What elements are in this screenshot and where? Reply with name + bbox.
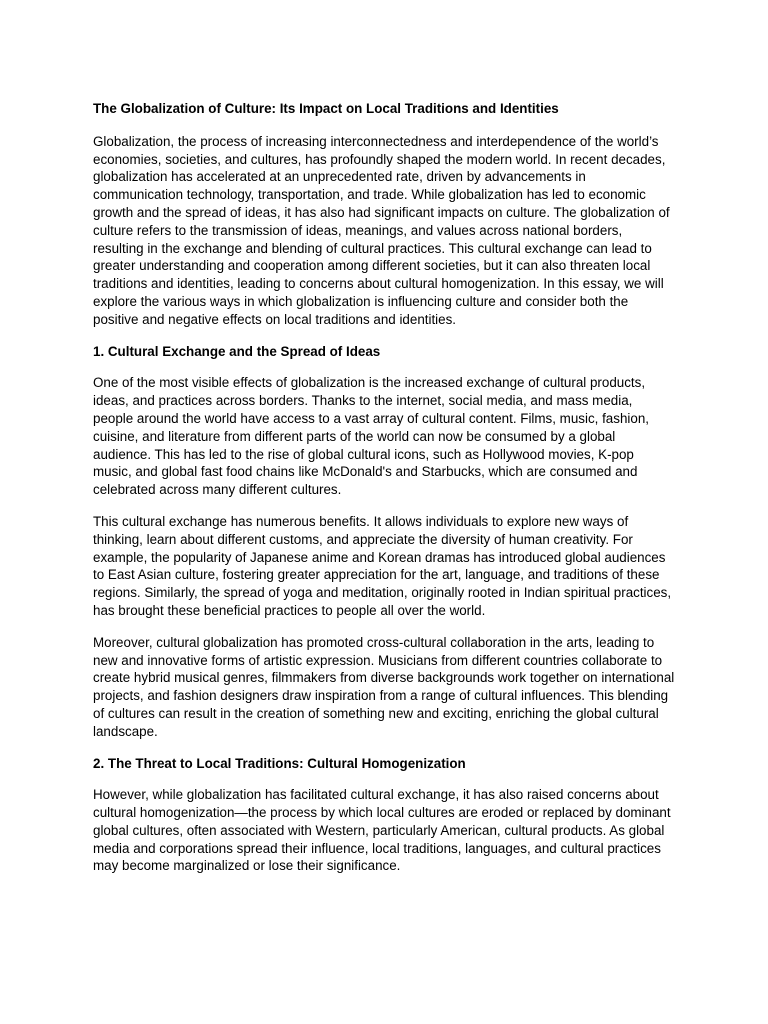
document-title: The Globalization of Culture: Its Impact on Local Traditions and Identities (93, 101, 559, 116)
section-heading: 2. The Threat to Local Traditions: Cultural Homogenization (93, 755, 466, 771)
section-paragraph: This cultural exchange has numerous benefits. It allows individuals to explore new ways of thinking, learn about different customs, and appreciate the diversity of human creativity. For example, the popularity of Japanese anime and Korean dramas has introduced global audiences to East Asian culture, fostering greater appreciation for the art, language, and traditions of these regions. Similarly, the spread of yoga and meditation, originally rooted in Indian spiritual practices, has brought these beneficial practices to people all over the world. (93, 513, 672, 618)
section-paragraph: Moreover, cultural globalization has promoted cross-cultural collaboration in the arts, leading to new and innovative forms of artistic expression. Musicians from different countries collaborate to create hybrid musical genres, filmmakers from diverse backgrounds work together on international projects, and fashion designers draw inspiration from a range of cultural influences. This blending of cultures can result in the creation of something new and exciting, enriching the global cultural landscape. (93, 634, 675, 739)
section-cultural-homogenization (93, 755, 675, 876)
document-page (93, 100, 675, 889)
section-paragraph: One of the most visible effects of globalization is the increased exchange of cultural products, ideas, and practices across borders. Thanks to the internet, social media, and mass media, people around the world have access to a vast array of cultural content. Films, music, fashion, cuisine, and literature from different parts of the world can now be consumed by a global audience. This has led to the rise of global cultural icons, such as Hollywood movies, K-pop music, and global fast food chains like McDonald's and Starbucks, which are consumed and celebrated across many different cultures. (93, 375, 649, 498)
intro-paragraph: Globalization, the process of increasing interconnectedness and interdependence of the world’s economies, societies, and cultures, has profoundly shaped the modern world. In recent decades, globalization has accelerated at an unprecedented rate, driven by advancements in communication technology, transportation, and trade. While globalization has led to economic growth and the spread of ideas, it has also had significant impacts on culture. The globalization of culture refers to the transmission of ideas, meanings, and values across national borders, resulting in the exchange and blending of cultural practices. This cultural exchange can lead to greater understanding and cooperation among different societies, but it can also threaten local traditions and identities, leading to concerns about cultural homogenization. In this essay, we will explore the various ways in which globalization is influencing culture and consider both the positive and negative effects on local traditions and identities. (93, 133, 670, 327)
section-paragraph: However, while globalization has facilitated cultural exchange, it has also raised concerns about cultural homogenization—the process by which local cultures are eroded or replaced by dominant global cultures, often associated with Western, particularly American, cultural products. As global media and corporations spread their influence, local traditions, languages, and cultural practices may become marginalized or lose their significance. (93, 787, 671, 874)
section-cultural-exchange (93, 343, 675, 741)
section-heading: 1. Cultural Exchange and the Spread of Ideas (93, 343, 381, 359)
